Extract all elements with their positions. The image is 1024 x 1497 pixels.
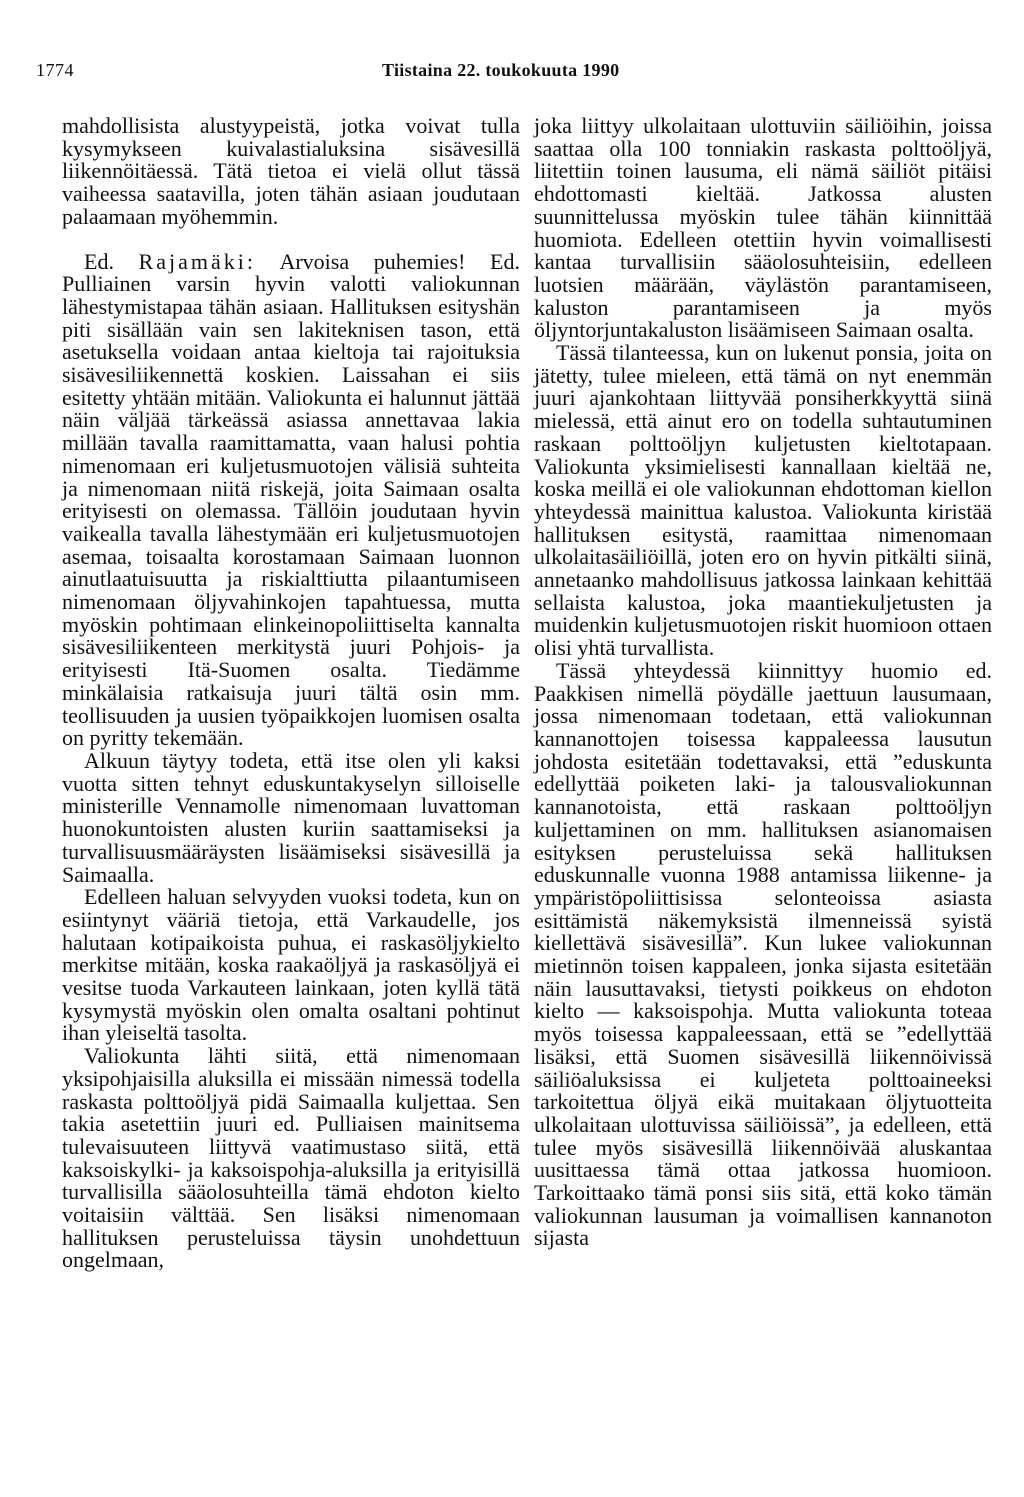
paragraph: mahdollisista alustyypeistä, jotka voivat tulla kysymykseen kuivalastialuksina sisävesillä liikennöitäessä. Tätä tietoa ei vielä ollut tässä vaiheessa saatavilla, joten tähän asiaan joudutaan palaamaan myöhemmin. <box>62 113 520 229</box>
running-head-date: Tiistaina 22. toukokuuta 1990 <box>382 60 620 80</box>
paragraph: Tässä yhteydessä kiinnittyy huomio ed. Paakkisen nimellä pöydälle jaettuun lausumaan, jossa nimenomaan todetaan, että valiokunnan kannanottojen toisessa kappaleessa lausutun johdosta esitetään todettavaksi, että ”eduskunta edellyttää poiketen laki- ja talousvaliokunnan kannanotoista, että raskaan polttoöljyn kuljettaminen on mm. hallituksen asianomaisen esityksen perusteluissa sekä hallituksen eduskunnalle vuonna 1988 antamissa liikenne- ja ympäristöpoliittisissa selonteoissa asiasta esittämistä näkemyksistä ilmenneissä syistä kiellettävä sisävesillä”. Kun lukee valiokunnan mietinnön toisen kappaleen, jonka sijasta esitetään näin lausuttavaksi, tietysti poikkeus on ehdoton kielto — kaksoispohja. Mutta valiokunta toteaa myös toisessa kappaleessaan, että se ”edellyttää lisäksi, että Suomen sisävesillä liikennöivissä säiliöaluksissa ei kuljeteta polttoaineeksi tarkoitettua öljyä eikä muitakaan öljytuotteita ulkolaitaan ulottuvissa säiliöissä”, ja edelleen, että tulee myös sisävesillä liikennöivää aluskantaa uusittaessa tämä ottaa jatkossa huomioon. Tarkoittaako tämä ponsi siis sitä, että koko tämän valiokunnan lausuman ja voimallisen kannanoton sijasta <box>534 657 992 1251</box>
right-column <box>534 115 992 1250</box>
paragraph: joka liittyy ulkolaitaan ulottuviin säiliöihin, joissa saattaa olla 100 tonniakin raskasta polttoöljyä, liitettiin toinen lausuma, eli nämä säiliöt pitäisi ehdottomasti kieltää. Jatkossa alusten suunnittelussa myöskin tulee tähän kiinnittää huomiota. Edelleen otettiin hyvin voimallisesti kantaa turvallisiin sääolosuhteisiin, edelleen luotsien määrään, väylästön parantamiseen, kaluston parantamiseen ja myös öljyntorjuntakaluston lisäämiseen Saimaan osalta. <box>534 113 992 343</box>
speech-paragraph <box>62 248 520 751</box>
speaker-name: Rajamäki: <box>138 248 257 274</box>
left-column <box>62 115 520 1272</box>
paragraph: Valiokunta lähti siitä, että nimenomaan yksipohjaisilla aluksilla ei missään nimessä todella raskasta polttoöljyä pidä Saimaalla kuljettaa. Sen takia asetettiin juuri ed. Pulliaisen mainitsema tulevaisuuteen liittyvä vaatimustaso siitä, että kaksoiskylki- ja kaksoispohja-aluksilla ja erityisillä turvallisilla sääolosuhteilla tämä ehdoton kielto voitaisiin välttää. Sen lisäksi nimenomaan hallituksen perusteluissa täysin unohdettuun ongelmaan, <box>62 1043 520 1273</box>
paragraph: Edelleen haluan selvyyden vuoksi todeta, kun on esiintynyt vääriä tietoja, että Varkaudelle, jos halutaan kotipaikoista puhua, ei raskasöljykielto merkitse mitään, koska raakaöljyä ja raskasöljyä ei vesitse tuoda Varkauteen lainkaan, joten kyllä tätä kysymystä myöskin olen omalta osaltani pohtinut ihan yleiseltä tasolta. <box>62 884 520 1046</box>
paragraph: Alkuun täytyy todeta, että itse olen yli kaksi vuotta sitten tehnyt eduskuntakyselyn silloiselle ministerille Vennamolle nimenomaan luvattoman huonokuntoisten alusten kuriin saattamiseksi ja turvallisuusmääräysten lisäämiseksi sisävesillä ja Saimaalla. <box>62 747 520 887</box>
page-header <box>36 60 988 90</box>
speech-text: Arvoisa puhemies! Ed. Pulliainen varsin hyvin valotti valiokunnan lähestymistapaa tähän asiaan. Hallituksen esityshän piti sisällään vain sen lakiteknisen tason, että asetuksella voidaan antaa kieltoja tai rajoituksia sisävesiliikennettä koskien. Laissahan ei siis esitetty yhtään mitään. Valiokunta ei halunnut jättää näin väljää tärkeässä asiassa annettavaa lakia millään tavalla raamittamatta, vaan halusi pohtia nimenomaan eri kuljetusmuotojen välisiä suhteita ja nimenomaan niitä riskejä, joita Saimaan osalta erityisesti on olemassa. Tällöin joudutaan hyvin vaikealla tavalla lähestymään eri kuljetusmuotojen asemaa, toisaalta korostamaan Saimaan luonnon ainutlaatuisuutta ja riskialttiutta pilaantumiseen nimenomaan öljyvahinkojen tapahtuessa, mutta myöskin pohtimaan elinkeinopoliittiselta kannalta sisävesiliikenteen merkitystä juuri Pohjois- ja erityisesti Itä-Suomen osalta. Tiedämme minkälaisia ratkaisuja juuri tältä osin mm. teollisuuden ja uusien työpaikkojen luomisen osalta on pyritty tekemään. <box>62 248 520 751</box>
speaker-prefix: Ed. <box>84 248 114 274</box>
page-number: 1774 <box>36 60 74 80</box>
paragraph: Tässä tilanteessa, kun on lukenut ponsia, joita on jätetty, tulee mieleen, että tämä on nyt enemmän juuri ajankohtaan liittyvää ponsiherkkyyttä siinä mielessä, että ainut ero on todella suhtautuminen raskaan polttoöljyn kuljetusten kieltotapaan. Valiokunta yksimielisesti kannallaan kieltää ne, koska meillä ei ole valiokunnan ehdottoman kiellon yhteydessä mainittua kalustoa. Valiokunta kiristää hallituksen esitystä, raamittaa nimenomaan ulkolaitasäiliöillä, joten ero on hyvin pitkälti siinä, annetaanko mahdollisuus jatkossa lainkaan kehittää sellaista kalustoa, joka maantiekuljetusten ja muidenkin kuljetusmuotojen riskit huomioon ottaen olisi yhtä turvallista. <box>534 340 992 661</box>
